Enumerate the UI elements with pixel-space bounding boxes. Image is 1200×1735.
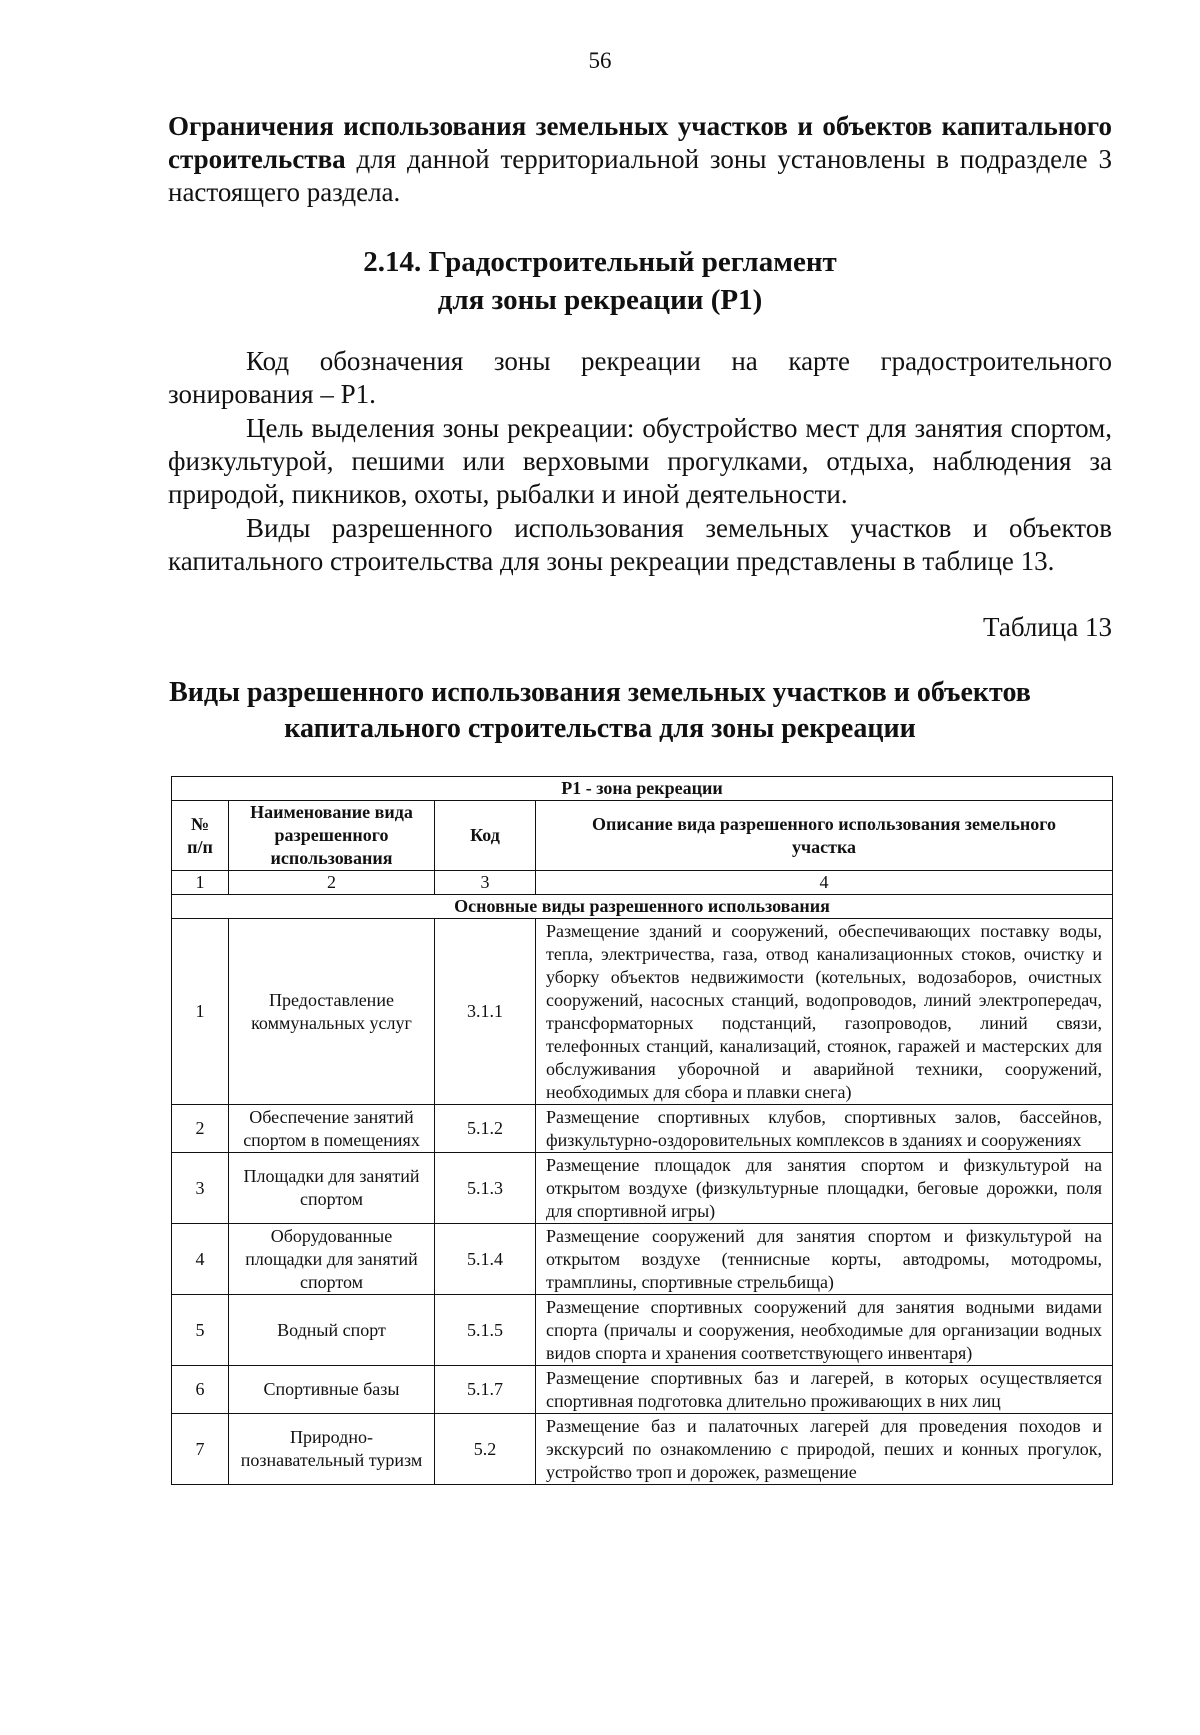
- row-name: Оборудованные площадки для занятий спортом: [229, 1224, 435, 1295]
- row-name: Предоставление коммунальных услуг: [229, 919, 435, 1105]
- row-name: Обеспечение занятий спортом в помещениях: [229, 1105, 435, 1153]
- row-description: Размещение спортивных клубов, спортивных залов, бассейнов, физкультурно-оздоровительных комплексов в зданиях и сооружениях: [536, 1105, 1113, 1153]
- group-row: [172, 895, 1113, 919]
- row-code: 5.1.7: [435, 1366, 536, 1414]
- row-num: 5: [172, 1295, 229, 1366]
- row-name: Спортивные базы: [229, 1366, 435, 1414]
- header-code: Код: [435, 801, 536, 871]
- table-row: [172, 1366, 1113, 1414]
- row-num: 4: [172, 1224, 229, 1295]
- column-header-row: [172, 801, 1113, 871]
- group-label: Основные виды разрешенного использования: [172, 895, 1113, 919]
- row-description: Размещение баз и палаточных лагерей для проведения походов и экскурсий по ознакомлению с природой, пеших и конных прогулок, устройство троп и дорожек, размещение: [536, 1414, 1113, 1485]
- table-row: [172, 919, 1113, 1105]
- row-name: Водный спорт: [229, 1295, 435, 1366]
- table-caption: Таблица 13: [983, 612, 1112, 642]
- row-num: 1: [172, 919, 229, 1105]
- row-code: 5.1.4: [435, 1224, 536, 1295]
- intro-paragraph: [168, 110, 1112, 209]
- row-num: 2: [172, 1105, 229, 1153]
- section-title-line-2: для зоны рекреации (Р1): [437, 284, 763, 316]
- row-description: Размещение зданий и сооружений, обеспечивающих поставку воды, тепла, электричества, газа, отвод канализационных стоков, очистку и уборку объектов недвижимости (котельных, водозаборов, очистных сооружений, насосных станций, водопроводов, линий электропередач, трансформаторных подстанций, газопроводов, линий связи, телефонных станций, канализаций, стоянок, гаражей и мастерских для обслуживания уборочной и аварийной техники, сооружений, необходимых для сбора и плавки снега): [536, 919, 1113, 1105]
- table-title-line-1: Виды разрешенного использования земельных участков и объектов: [169, 677, 1031, 708]
- zone-header-cell: Р1 - зона рекреации: [172, 777, 1113, 801]
- column-number: 2: [229, 871, 435, 895]
- table-row: [172, 1153, 1113, 1224]
- paragraph-table-reference: Виды разрешенного использования земельных участков и объектов капитального строительства для зоны рекреации представлены в таблице 13.: [168, 513, 1112, 576]
- row-description: Размещение спортивных сооружений для занятия водными видами спорта (причалы и сооружения, необходимые для организации водных видов спорта и хранения соответствующего инвентаря): [536, 1295, 1113, 1366]
- column-number: 3: [435, 871, 536, 895]
- permitted-use-table: [171, 776, 1113, 1485]
- row-code: 5.1.2: [435, 1105, 536, 1153]
- row-description: Размещение площадок для занятия спортом и физкультурой на открытом воздухе (физкультурные площадки, беговые дорожки, поля для спортивной игры): [536, 1153, 1113, 1224]
- row-name: Площадки для занятий спортом: [229, 1153, 435, 1224]
- header-num: № п/п: [172, 801, 229, 871]
- table-row: [172, 1224, 1113, 1295]
- row-code: 5.2: [435, 1414, 536, 1485]
- zone-header-row: [172, 777, 1113, 801]
- page-number: 56: [588, 48, 612, 73]
- header-description: Описание вида разрешенного использования земельного участка: [536, 801, 1113, 871]
- table-title-line-2: капитального строительства для зоны рекреации: [284, 713, 916, 744]
- table-row: [172, 1105, 1113, 1153]
- paragraph-zone-code: Код обозначения зоны рекреации на карте градостроительного зонирования – Р1.: [168, 346, 1112, 409]
- row-description: Размещение сооружений для занятия спортом и физкультурой на открытом воздухе (теннисные корты, автодромы, мотодромы, трамплины, спортивные стрельбища): [536, 1224, 1113, 1295]
- table-title: [0, 675, 1200, 747]
- table-row: [172, 1414, 1113, 1485]
- column-number: 4: [536, 871, 1113, 895]
- row-name: Природно-познавательный туризм: [229, 1414, 435, 1485]
- row-code: 5.1.3: [435, 1153, 536, 1224]
- row-num: 3: [172, 1153, 229, 1224]
- section-title-line-1: 2.14. Градостроительный регламент: [363, 246, 837, 278]
- table-row: [172, 1295, 1113, 1366]
- intro-regular-text: для данной территориальной зоны установлены в подразделе 3 настоящего раздела.: [168, 144, 1112, 207]
- header-name: Наименование вида разрешенного использования: [229, 801, 435, 871]
- row-description: Размещение спортивных баз и лагерей, в которых осуществляется спортивная подготовка длительно проживающих в них лиц: [536, 1366, 1113, 1414]
- column-number: 1: [172, 871, 229, 895]
- section-title: [0, 243, 1200, 319]
- paragraph-zone-purpose: Цель выделения зоны рекреации: обустройство мест для занятия спортом, физкультурой, пешими или верховыми прогулками, отдыха, наблюдения за природой, пикников, охоты, рыбалки и иной деятельности.: [168, 413, 1112, 509]
- row-num: 6: [172, 1366, 229, 1414]
- column-number-row: [172, 871, 1113, 895]
- row-code: 5.1.5: [435, 1295, 536, 1366]
- intro-bold-text: Ограничения использования земельных участков и объектов капитального строительства: [168, 111, 1112, 174]
- row-num: 7: [172, 1414, 229, 1485]
- row-code: 3.1.1: [435, 919, 536, 1105]
